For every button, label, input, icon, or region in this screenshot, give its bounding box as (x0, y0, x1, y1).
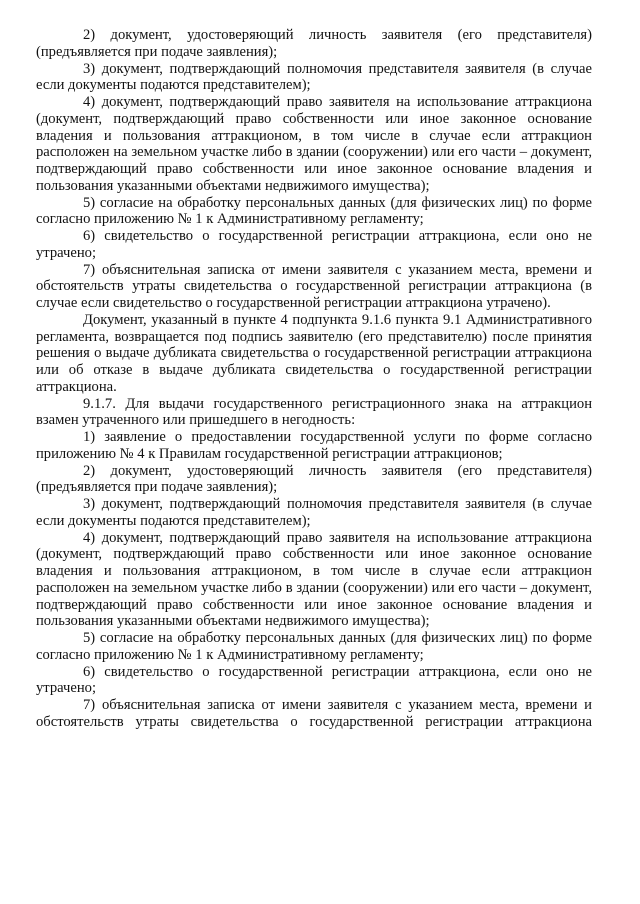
paragraph-item-2-identity: 2) документ, удостоверяющий личность заявителя (его представителя) (предъявляется при подаче заявления); (36, 27, 592, 60)
paragraph-section-9-1-7: 9.1.7. Для выдачи государственного регистрационного знака на аттракцион взамен утраченного или пришедшего в негодность: (36, 395, 592, 429)
paragraph-item-1-application: 1) заявление о предоставлении государственной услуги по форме согласно приложению № 4 к Правилам государственной регистрации аттракционов; (36, 429, 592, 462)
paragraph-item-4-usage-right: 4) документ, подтверждающий право заявителя на использование аттракциона (документ, подтверждающий право собственности или иное законное основание владения и пользования аттракционом, в том числе в случае если аттракцион расположен на земельном участке либо в здании (сооружении) или его части – документ, подтверждающий право собственности или иное законное основание владения и пользования указанными объектами недвижимого имущества); (36, 94, 592, 194)
paragraph-document-return: Документ, указанный в пункте 4 подпункта 9.1.6 пункта 9.1 Административного регламента, возвращается под подпись заявителю (его представителю) после принятия решения о выдаче дубликата свидетельства о государственной регистрации аттракциона или об отказе в выдаче дубликата свидетельства о государственной регистрации аттракциона. (36, 311, 592, 395)
document-page (36, 27, 592, 731)
paragraph-item-3-authority: 3) документ, подтверждающий полномочия представителя заявителя (в случае если документы подаются представителем); (36, 60, 592, 94)
paragraph-item-4-usage-right: 4) документ, подтверждающий право заявителя на использование аттракциона (документ, подтверждающий право собственности или иное законное основание владения и пользования аттракционом, в том числе в случае если аттракцион расположен на земельном участке либо в здании (сооружении) или его части – документ, подтверждающий право собственности или иное законное основание владения и пользования указанными объектами недвижимого имущества); (36, 529, 592, 630)
paragraph-item-5-consent: 5) согласие на обработку персональных данных (для физических лиц) по форме согласно приложению № 1 к Административному регламенту; (36, 194, 592, 228)
paragraph-item-7-explanatory-note: 7) объяснительная записка от имени заявителя с указанием места, времени и обстоятельств утраты свидетельства о государственной регистрации аттракциона (в случае если свидетельство о государственной регистрации аттракциона утрачено). (36, 261, 592, 311)
paragraph-item-6-certificate: 6) свидетельство о государственной регистрации аттракциона, если оно не утрачено; (36, 663, 592, 697)
paragraph-item-3-authority: 3) документ, подтверждающий полномочия представителя заявителя (в случае если документы подаются представителем); (36, 496, 592, 529)
paragraph-item-5-consent: 5) согласие на обработку персональных данных (для физических лиц) по форме согласно приложению № 1 к Административному регламенту; (36, 630, 592, 663)
paragraph-item-6-certificate: 6) свидетельство о государственной регистрации аттракциона, если оно не утрачено; (36, 228, 592, 261)
paragraph-item-2-identity: 2) документ, удостоверяющий личность заявителя (его представителя) (предъявляется при подаче заявления); (36, 462, 592, 496)
paragraph-item-7-explanatory-note: 7) объяснительная записка от имени заявителя с указанием места, времени и обстоятельств утраты свидетельства о государственной регистрации аттракциона (36, 697, 592, 730)
